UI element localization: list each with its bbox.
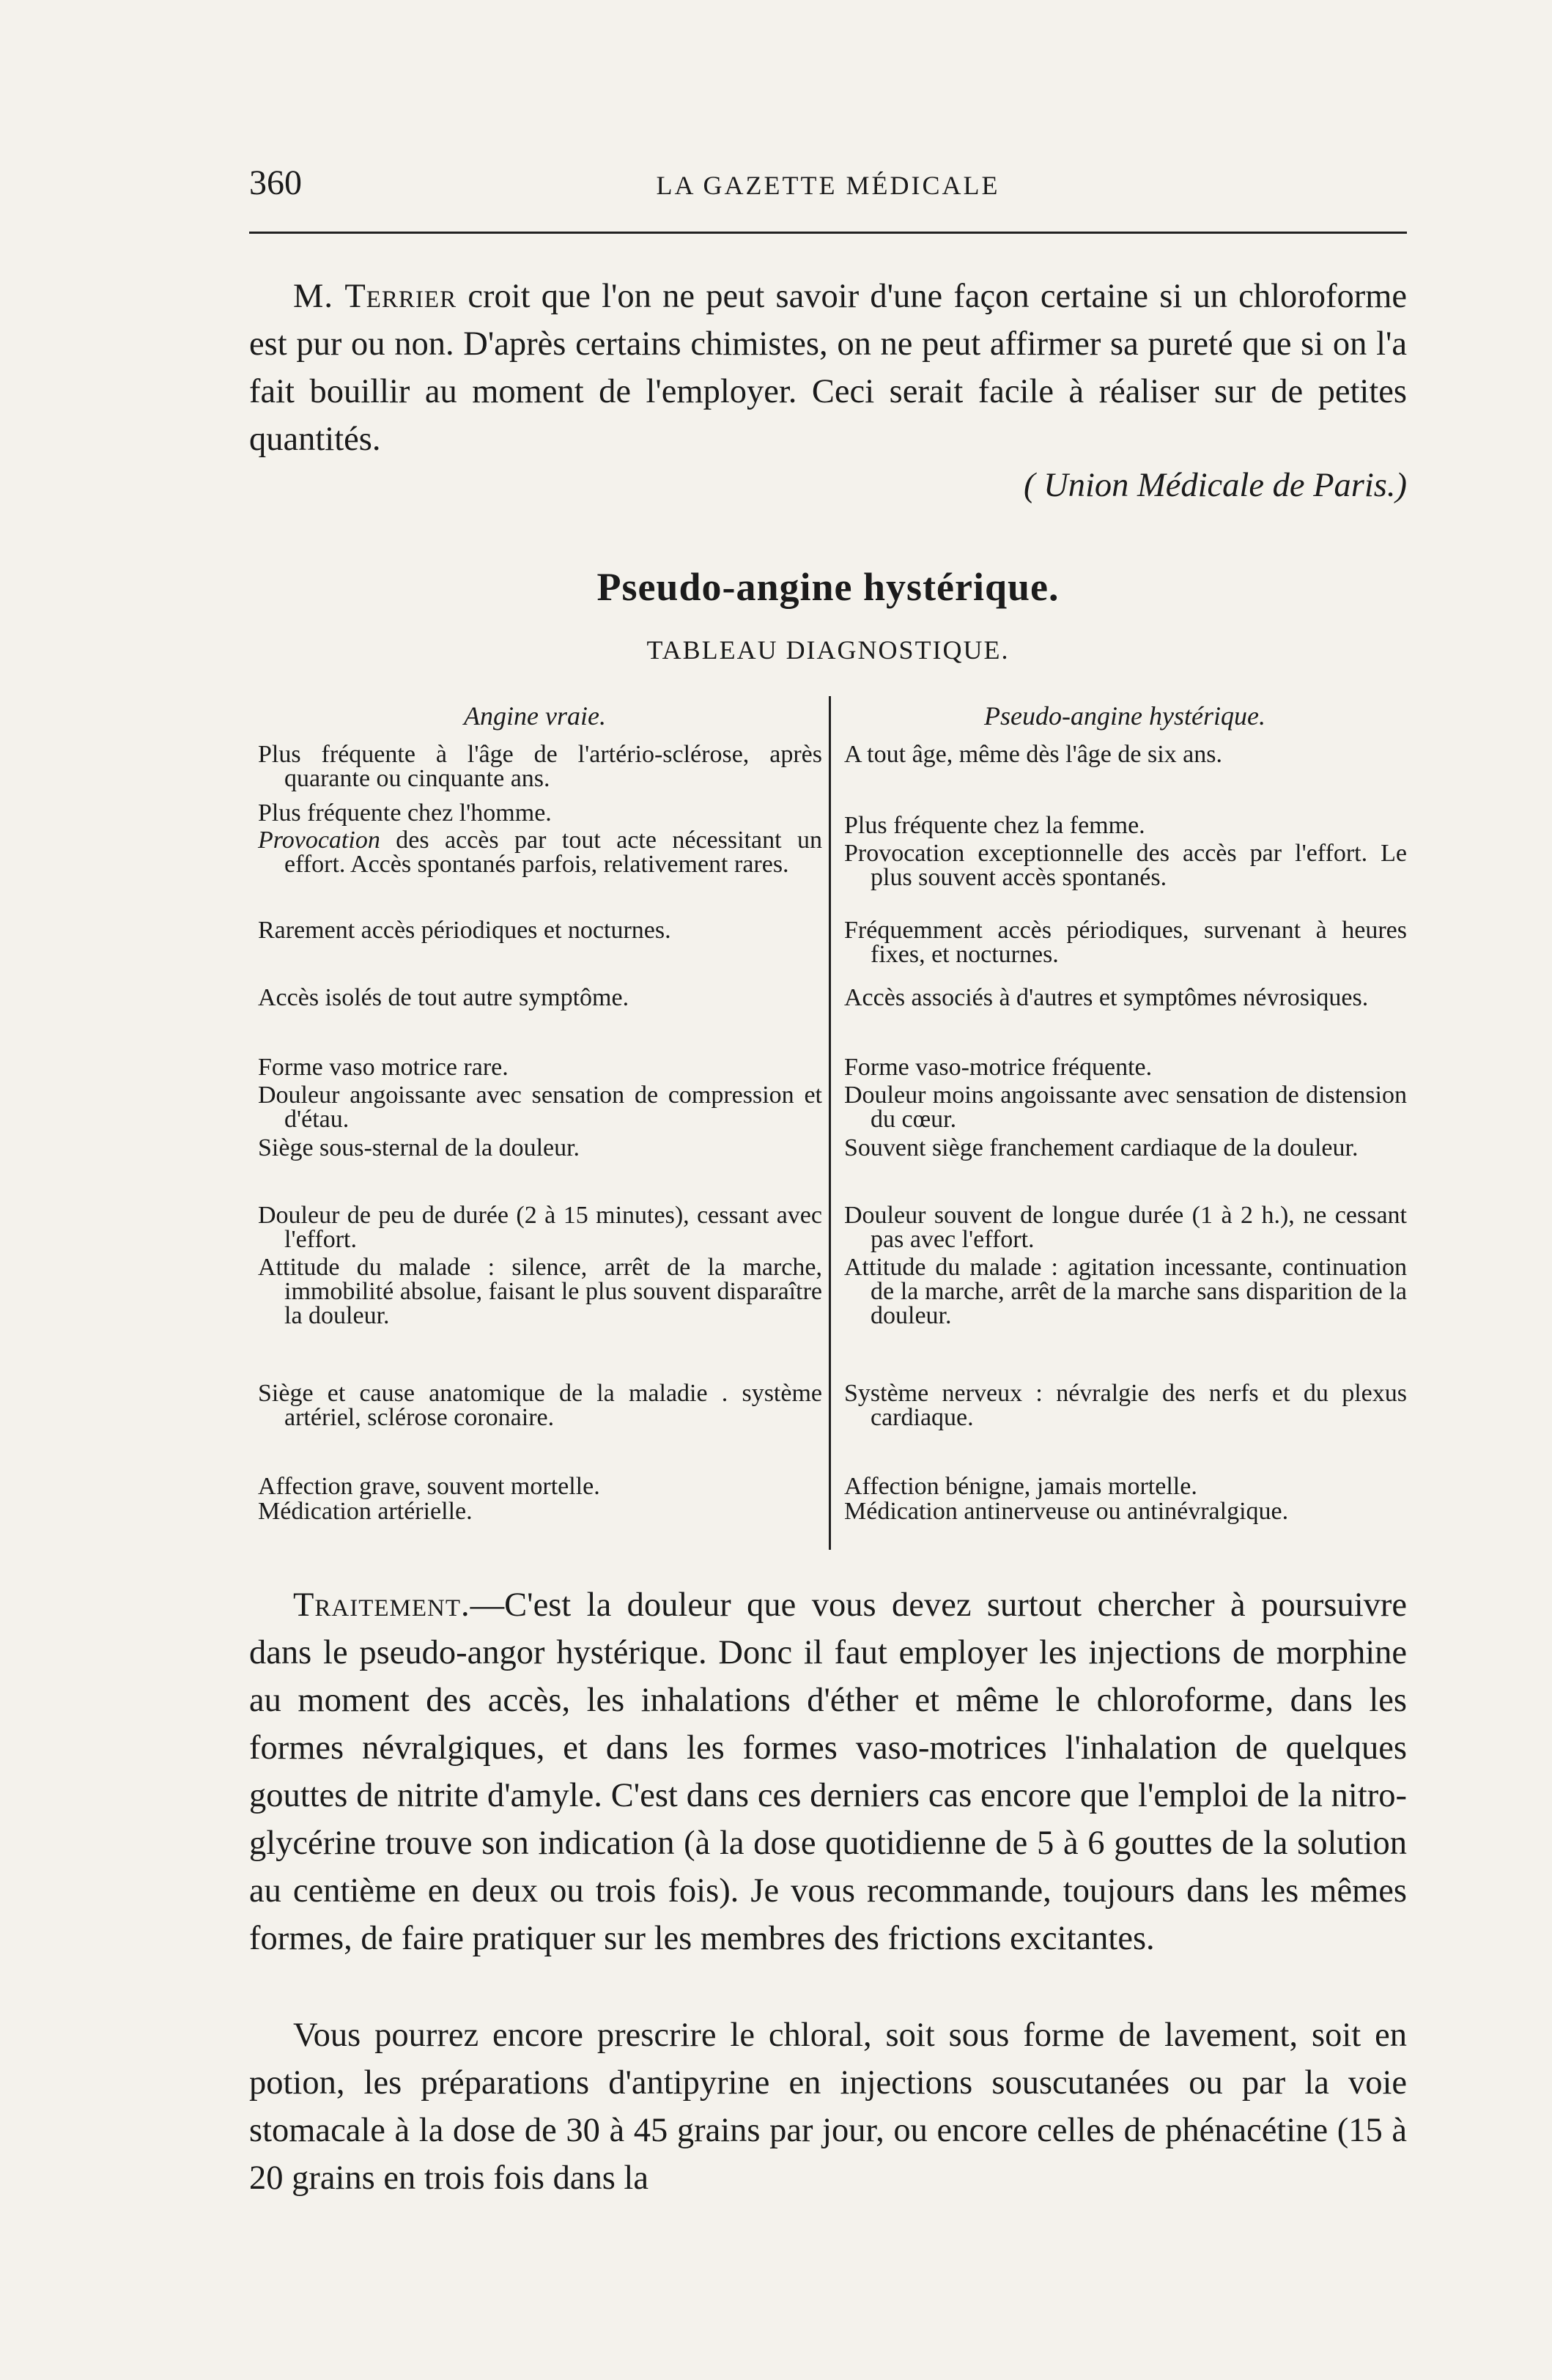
- table-cell-right: Douleur moins angoissante avec sensation de distension du cœur.: [844, 1082, 1407, 1133]
- journal-title: LA GAZETTE MÉDICALE: [656, 171, 1000, 200]
- treatment-paragraph: [249, 1581, 1407, 1962]
- table-cell-left: Douleur angoissante avec sensation de compression et d'étau.: [258, 1082, 822, 1133]
- table-cell-left: Provocation des accès par tout acte nécessitant un effort. Accès spontanés parfois, relativement rares.: [258, 827, 822, 878]
- table-cell-right: Douleur souvent de longue durée (1 à 2 h.), ne cessant pas avec l'effort.: [844, 1202, 1407, 1253]
- table-cell-left: Attitude du malade : silence, arrêt de la marche, immobilité absolue, faisant le plus souvent disparaître la douleur.: [258, 1254, 822, 1329]
- table-column-divider: [829, 696, 831, 1550]
- intro-source: ( Union Médicale de Paris.): [1024, 467, 1407, 504]
- intro-paragraph: [249, 273, 1407, 463]
- table-cell-left: Plus fréquente chez l'homme.: [258, 799, 552, 827]
- table-heading-right: Pseudo-angine hystérique.: [984, 701, 1265, 731]
- section-title: Pseudo-angine hystérique.: [596, 565, 1060, 609]
- treatment-text: —C'est la douleur que vous devez surtout chercher à poursuivre dans le pseudo-angor hystérique. Donc il faut employer les injections de morphine au moment des accès, les inhalations d'éther et même le chloroforme, dans les formes névralgiques, et dans les formes vaso-motrices l'inhalation de quelques gouttes de nitrite d'amyle. C'est dans ces derniers cas encore que l'emploi de la nitro-glycérine trouve son indication (à la dose quotidienne de 5 à 6 gouttes de la solution au centième en deux ou trois fois). Je vous recommande, toujours dans les mêmes formes, de faire pratiquer sur les membres des frictions excitantes.: [249, 1586, 1407, 1957]
- table-cell-right: Médication antinerveuse ou antinévralgique.: [844, 1498, 1289, 1525]
- table-cell-left: Plus fréquente à l'âge de l'artério-sclérose, après quarante ou cinquante ans.: [258, 741, 822, 792]
- table-cell-right: Souvent siège franchement cardiaque de la douleur.: [844, 1134, 1359, 1161]
- table-cell-left: Siège et cause anatomique de la maladie . système artériel, sclérose coronaire.: [258, 1380, 822, 1431]
- table-cell-left: Forme vaso motrice rare.: [258, 1054, 509, 1081]
- table-cell-right: A tout âge, même dès l'âge de six ans.: [844, 741, 1222, 768]
- table-cell-left: Douleur de peu de durée (2 à 15 minutes), cessant avec l'effort.: [258, 1202, 822, 1253]
- table-cell-right: Forme vaso-motrice fréquente.: [844, 1054, 1153, 1081]
- table-cell-left: Médication artérielle.: [258, 1498, 473, 1525]
- table-cell-right: Provocation exceptionnelle des accès par l'effort. Le plus souvent accès spontanés.: [844, 840, 1407, 891]
- provocation-emphasis: Provocation: [258, 827, 380, 854]
- header-rule: [249, 232, 1407, 234]
- intro-author: M. Terrier: [293, 278, 457, 315]
- section-subtitle: TABLEAU DIAGNOSTIQUE.: [646, 635, 1010, 665]
- treatment-label: Traitement.: [293, 1586, 470, 1624]
- page-number: 360: [249, 163, 302, 202]
- table-cell-right: Système nerveux : névralgie des nerfs et du plexus cardiaque.: [844, 1380, 1407, 1431]
- table-cell-left: Rarement accès périodiques et nocturnes.: [258, 917, 671, 944]
- table-cell-left: Siège sous-sternal de la douleur.: [258, 1134, 580, 1161]
- running-head: [249, 163, 1407, 207]
- table-cell-right: Fréquemment accès périodiques, survenant à heures fixes, et nocturnes.: [844, 917, 1407, 968]
- table-cell-right: Attitude du malade : agitation incessante, continuation de la marche, arrêt de la marche sans disparition de la douleur.: [844, 1254, 1407, 1329]
- treatment-paragraph-2: [249, 2011, 1407, 2202]
- table-heading-left: Angine vraie.: [464, 701, 606, 731]
- table-cell-right: Plus fréquente chez la femme.: [844, 812, 1145, 839]
- table-cell-left: Affection grave, souvent mortelle.: [258, 1473, 600, 1500]
- table-cell-left: Accès isolés de tout autre symptôme.: [258, 984, 629, 1011]
- table-cell-right: Accès associés à d'autres et symptômes névrosiques.: [844, 984, 1369, 1011]
- intro-text: croit que l'on ne peut savoir d'une façon certaine si un chloroforme est pur ou non. D'après certains chimistes, on ne peut affirmer sa pureté que si on l'a fait bouillir au moment de l'employer. Ceci serait facile à réaliser sur de petites quantités.: [249, 278, 1408, 458]
- table-cell-right: Affection bénigne, jamais mortelle.: [844, 1473, 1197, 1500]
- treatment-text-2: Vous pourrez encore prescrire le chloral, soit sous forme de lavement, soit en potion, les préparations d'antipyrine en injections souscutanées ou par la voie stomacale à la dose de 30 à 45 grains par jour, ou encore celles de phénacétine (15 à 20 grains en trois fois dans la: [249, 2017, 1407, 2197]
